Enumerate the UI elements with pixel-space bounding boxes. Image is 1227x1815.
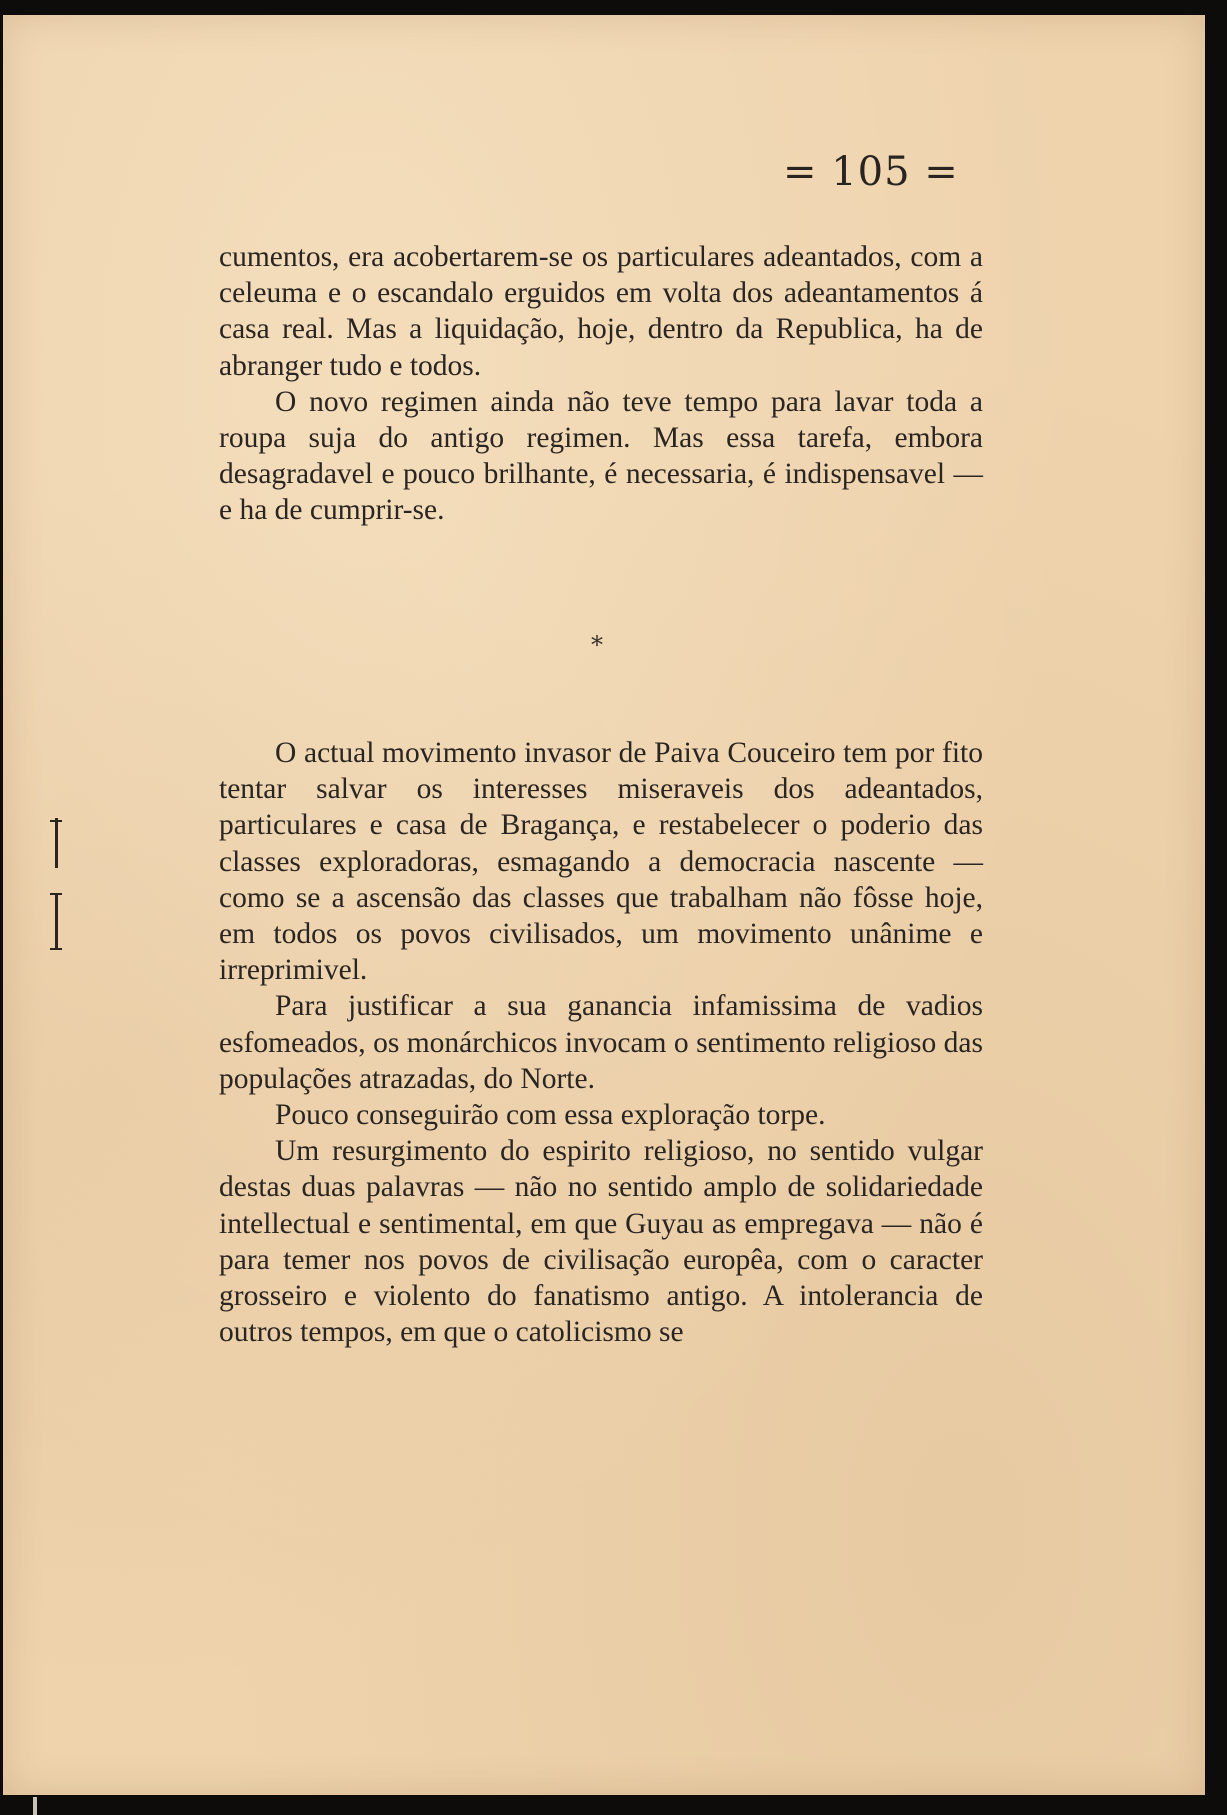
paragraph: Um resurgimento do espirito religioso, no sentido vulgar destas duas palavras — não no sentido amplo de solidariedade intellectual e sentimental, em que Guyau as empregava — não é para temer nos povos de civilisação europêa, com o caracter grosseiro e violento do fanatismo antigo. A intolerancia de outros tempos, em que o catolicismo se bbox=[219, 1135, 983, 1349]
text-block-continuation bbox=[219, 239, 983, 529]
margin-pencil-mark bbox=[55, 895, 58, 950]
paragraph: cumentos, era acobertarem-se os particulares adeantados, com a celeuma e o escandalo erguidos em volta dos adeantamentos á casa real. Mas a liquidação, hoje, dentro da Republica, ha de abranger tudo e todos. bbox=[219, 241, 983, 382]
text-block-new-section bbox=[219, 735, 983, 1350]
scan-edge-mark bbox=[33, 1797, 37, 1815]
margin-tick-mark bbox=[50, 820, 62, 822]
margin-tick-mark bbox=[50, 893, 62, 895]
paragraph: Para justificar a sua ganancia infamissima de vadios esfomeados, os monárchicos invocam o sentimento religioso das populações atrazadas, do Norte. bbox=[219, 990, 983, 1095]
margin-tick-mark bbox=[50, 948, 62, 950]
paragraph: Pouco conseguirão com essa exploração torpe. bbox=[275, 1099, 826, 1132]
book-page bbox=[3, 15, 1205, 1795]
page-number: = 105 = bbox=[783, 149, 959, 195]
section-separator-asterisk: * bbox=[591, 631, 603, 659]
paragraph: O novo regimen ainda não teve tempo para lavar toda a roupa suja do antigo regimen. Mas essa tarefa, embora desagradavel e pouco brilhante, é necessaria, é indispensavel — e ha de cumprir-se. bbox=[219, 385, 983, 527]
paragraph: O actual movimento invasor de Paiva Couceiro tem por fito tentar salvar os interesses miseraveis dos adeantados, particulares e casa de Bragança, e restabelecer o poderio das classes exploradoras, esmagando a democracia nascente — como se a ascensão das classes que trabalham não fôsse hoje, em todos os povos civilisados, um movimento unânime e irreprimivel. bbox=[219, 737, 983, 987]
margin-pencil-mark bbox=[55, 818, 58, 868]
